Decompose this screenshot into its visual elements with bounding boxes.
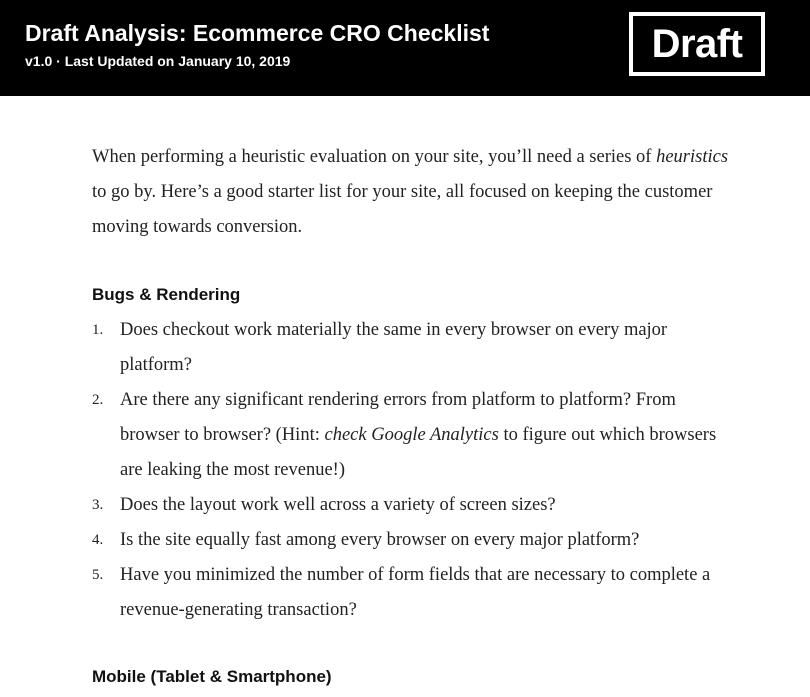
item-number: 5. (92, 567, 104, 583)
item-text-end: to figure out which browsers are leaking the most revenue!) (120, 425, 717, 480)
bugs-rendering-checklist (92, 313, 732, 628)
checklist-item (92, 488, 732, 523)
draft-logo: Draft (629, 12, 765, 76)
item-text: Does checkout work materially the same in every browser on every major platform? (120, 320, 668, 375)
item-number: 3. (92, 497, 104, 513)
item-text: Does the layout work well across a variety of screen sizes? (120, 495, 556, 515)
item-text: Is the site equally fast among every browser on every major platform? (120, 530, 640, 550)
document-subtitle: v1.0 · Last Updated on January 10, 2019 (25, 53, 291, 69)
document-title: Draft Analysis: Ecommerce CRO Checklist (25, 20, 490, 46)
document-header (0, 0, 810, 96)
document-body (92, 140, 732, 688)
item-number: 4. (92, 532, 104, 548)
intro-text-start: When performing a heuristic evaluation on your site, you’ll need a series of (92, 147, 657, 167)
intro-text-end: to go by. Here’s a good starter list for your site, all focused on keeping the customer moving towards conversion. (92, 182, 713, 237)
item-text (120, 383, 726, 488)
intro-emphasis: heuristics (656, 147, 729, 167)
section-heading-bugs-rendering: Bugs & Rendering (92, 285, 241, 304)
checklist-item (92, 313, 732, 383)
intro-paragraph (92, 140, 732, 245)
item-text-start: Are there any significant rendering errors from platform to platform? From browser to browser? (Hint: (120, 390, 676, 445)
item-number: 2. (92, 392, 104, 408)
item-number: 1. (92, 322, 104, 338)
checklist-item (92, 558, 732, 628)
section-heading-mobile: Mobile (Tablet & Smartphone) (92, 667, 332, 686)
item-emphasis: check Google Analytics (324, 425, 499, 445)
checklist-item (92, 523, 732, 558)
item-text: Have you minimized the number of form fields that are necessary to complete a revenue-generating transaction? (120, 565, 711, 620)
checklist-item (92, 383, 732, 488)
